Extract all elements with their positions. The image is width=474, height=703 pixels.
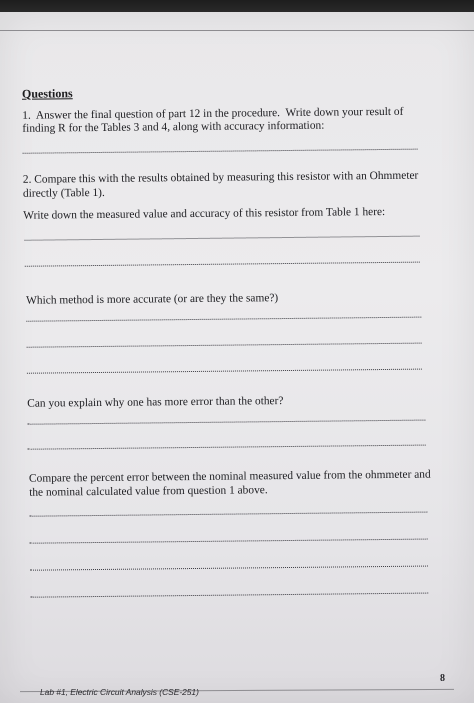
question-1-line-1: 1. Answer the final question of part 12 in the procedure. Write down your result of [22, 105, 404, 122]
answer-line-q3-2[interactable] [27, 343, 422, 348]
footer-course-title: Lab #1, Electric Circuit Analysis (CSE-251) [40, 687, 199, 697]
answer-line-q2-2[interactable] [25, 262, 420, 267]
question-3: Which method is more accurate (or are they the same?) [26, 292, 279, 307]
answer-line-q4-1[interactable] [27, 420, 425, 425]
question-5-line-2: the nominal calculated value from question 1 above. [29, 484, 268, 499]
page-number: 8 [440, 673, 445, 684]
answer-line-q5-2[interactable] [30, 539, 428, 544]
question-2-subprompt: Write down the measured value and accuracy of this resistor from Table 1 here: [23, 205, 386, 222]
answer-line-q3-3[interactable] [27, 369, 422, 374]
question-2-line-2: directly (Table 1). [22, 186, 105, 200]
answer-line-q4-2[interactable] [28, 445, 426, 450]
answer-line-q5-1[interactable] [29, 512, 427, 517]
question-1-line-2: finding R for the Tables 3 and 4, along with accuracy information: [22, 119, 325, 135]
answer-line-q3-1[interactable] [26, 317, 421, 322]
question-2-line-1: 2. Compare this with the results obtained by measuring this resistor with an Ohmmeter [22, 169, 419, 186]
answer-line-q1[interactable] [23, 149, 418, 154]
answer-line-q5-3[interactable] [30, 566, 428, 571]
question-4: Can you explain why one has more error than the other? [27, 395, 284, 410]
question-5-line-1: Compare the percent error between the nominal measured value from the ohmmeter and [28, 468, 431, 485]
answer-line-q5-4[interactable] [30, 593, 428, 598]
questions-heading: Questions [21, 86, 73, 101]
answer-line-q2-1[interactable] [25, 236, 420, 241]
